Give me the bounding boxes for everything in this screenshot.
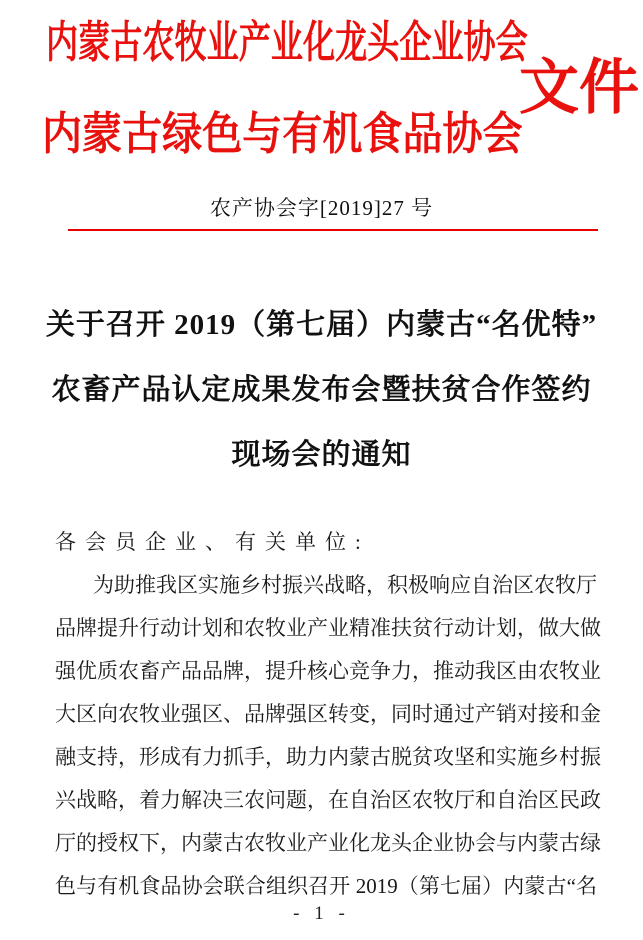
doc-body (55, 521, 601, 908)
letterhead-org-name-line1: 内蒙古农牧业产业化龙头企业协会 (46, 18, 528, 67)
salutation-line: 各会员企业、有关单位: (55, 530, 370, 554)
body-line: 为助推我区实施乡村振兴战略，积极响应自治区农牧厅 (93, 573, 597, 597)
body-line: 色与有机食品协会联合组织召开 2019（第七届）内蒙古“名 (55, 874, 597, 898)
body-line: 品牌提升行动计划和农牧业产业精准扶贫行动计划，做大做 (55, 616, 601, 640)
doc-reference-number: 农产协会字[2019]27 号 (209, 196, 434, 220)
body-line: 兴战略，着力解决三农问题，在自治区农牧厅和自治区民政 (55, 788, 601, 812)
letterhead-org-name-line2: 内蒙古绿色与有机食品协会 (42, 109, 523, 159)
red-divider-line (68, 229, 598, 231)
doc-title-line1: 关于召开 2019（第七届）内蒙古“名优特” (45, 309, 598, 341)
body-line: 融支持，形成有力抓手，助力内蒙古脱贫攻坚和实施乡村振 (55, 745, 601, 769)
body-line: 厅的授权下，内蒙古农牧业产业化龙头企业协会与内蒙古绿 (55, 831, 601, 855)
doc-title (25, 293, 618, 488)
body-line: 大区向农牧业强区、品牌强区转变，同时通过产销对接和金 (55, 702, 601, 726)
letterhead-doc-type-label: 文件 (519, 55, 639, 121)
doc-title-line2: 农畜产品认定成果发布会暨扶贫合作签约 (51, 374, 592, 406)
page-number: - 1 - (293, 903, 350, 924)
doc-title-line3: 现场会的通知 (231, 439, 412, 471)
body-line: 强优质农畜产品品牌，提升核心竞争力，推动我区由农牧业 (55, 659, 601, 683)
